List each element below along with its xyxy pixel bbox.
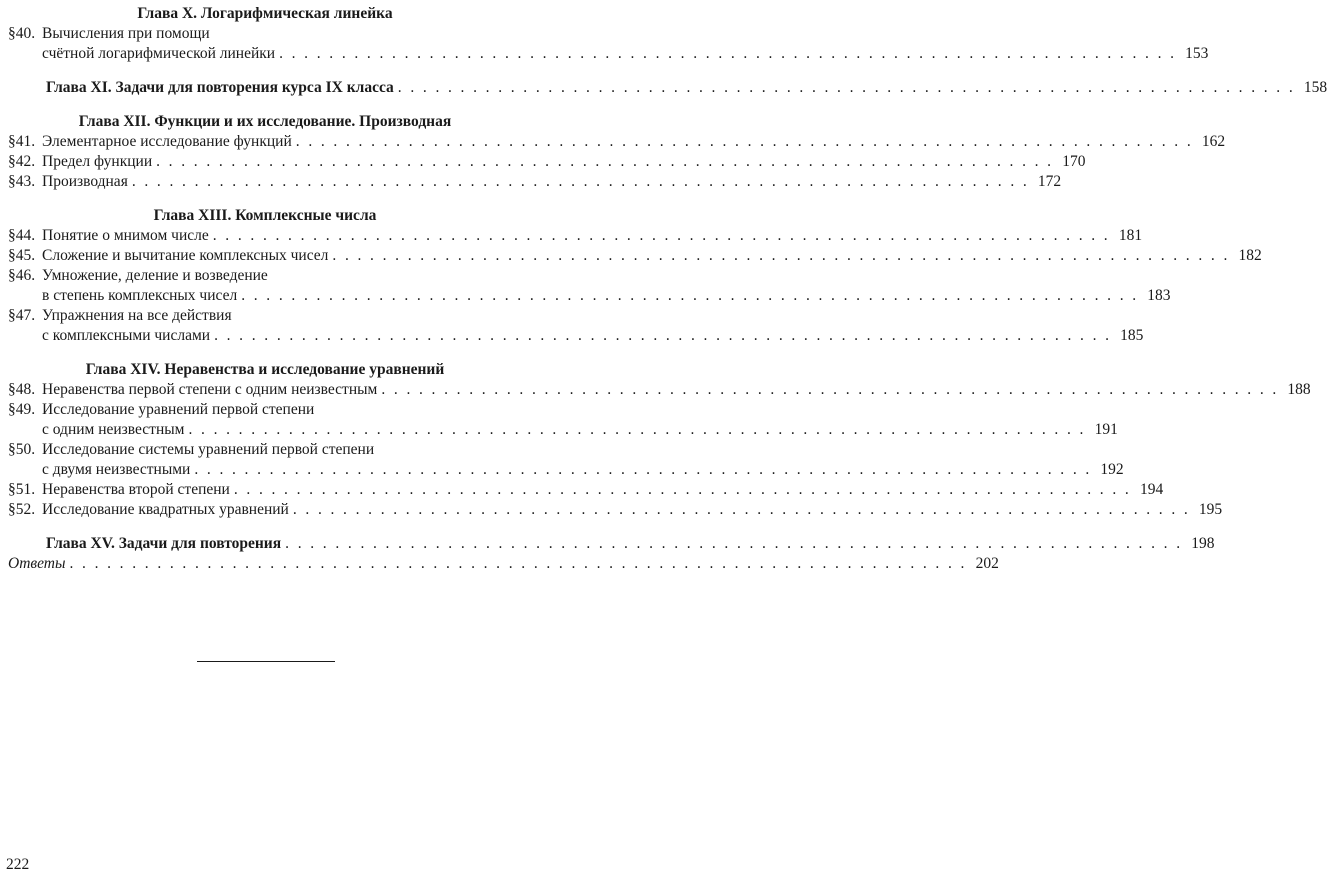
answers-title: Ответы bbox=[8, 555, 66, 572]
chapter-heading: Глава X. Логарифмическая линейка bbox=[137, 5, 393, 22]
entry-title: Элементарное исследование функций bbox=[42, 133, 292, 150]
leader-dots bbox=[65, 554, 966, 574]
page-number: 153 bbox=[1185, 45, 1209, 62]
chapter-heading: Глава XI. Задачи для повторения курса IX класса bbox=[46, 79, 394, 96]
leader-dots bbox=[292, 132, 1193, 152]
toc-entry[interactable] bbox=[8, 246, 1262, 266]
page-number: 191 bbox=[1094, 421, 1118, 438]
toc-entry[interactable] bbox=[8, 480, 1164, 500]
toc-entry[interactable] bbox=[8, 226, 1143, 246]
section-number: §42. bbox=[8, 153, 36, 170]
toc-entry[interactable] bbox=[8, 266, 1171, 306]
table-of-contents bbox=[8, 4, 1327, 574]
leader-dots bbox=[377, 380, 1278, 400]
entry-title: счётной логарифмической линейки bbox=[42, 45, 276, 62]
page-number: 172 bbox=[1037, 173, 1062, 190]
page-number: 195 bbox=[1198, 501, 1223, 518]
toc-chapter-entry[interactable] bbox=[8, 78, 1327, 98]
entry-title: Умножение, деление и возведение bbox=[42, 267, 268, 284]
toc-entry[interactable] bbox=[8, 172, 1062, 192]
entry-title: Вычисления при помощи bbox=[42, 25, 210, 42]
leader-dots bbox=[209, 226, 1110, 246]
section-number: §46. bbox=[8, 267, 36, 284]
leader-dots bbox=[281, 534, 1182, 554]
section-number: §52. bbox=[8, 501, 36, 518]
leader-dots bbox=[328, 246, 1229, 266]
chapter-heading: Глава XV. Задачи для повторения bbox=[46, 535, 282, 552]
section-number: §47. bbox=[8, 307, 36, 324]
toc-entry[interactable] bbox=[8, 24, 1209, 64]
toc-entry[interactable] bbox=[8, 500, 1223, 520]
toc-entry[interactable] bbox=[8, 400, 1118, 440]
chapter-heading: Глава XIII. Комплексные числа bbox=[153, 207, 377, 224]
page-number: 182 bbox=[1238, 247, 1262, 264]
page-number: 194 bbox=[1139, 481, 1164, 498]
entry-title: Неравенства второй степени bbox=[42, 481, 230, 498]
toc-chapter-entry[interactable] bbox=[8, 534, 1215, 554]
section-number: §40. bbox=[8, 25, 36, 42]
page-number: 202 bbox=[975, 555, 999, 572]
entry-title: Исследование уравнений первой степени bbox=[42, 401, 315, 418]
chapter-heading: Глава XIV. Неравенства и исследование уравнений bbox=[85, 361, 445, 378]
leader-dots bbox=[394, 78, 1295, 98]
section-number: §50. bbox=[8, 441, 36, 458]
closing-rule bbox=[197, 661, 335, 662]
section-number: §43. bbox=[8, 173, 36, 190]
chapter-heading: Глава XII. Функции и их исследование. Производная bbox=[78, 113, 452, 130]
leader-dots bbox=[230, 480, 1131, 500]
page-number: 198 bbox=[1191, 535, 1215, 552]
entry-title: с одним неизвестным bbox=[42, 421, 185, 438]
leader-dots bbox=[152, 152, 1053, 172]
entry-title: Предел функции bbox=[42, 153, 153, 170]
section-number: §51. bbox=[8, 481, 36, 498]
leader-dots bbox=[128, 172, 1029, 192]
page-number: 162 bbox=[1201, 133, 1226, 150]
page-number: 183 bbox=[1147, 287, 1171, 304]
entry-title: Исследование системы уравнений первой степени bbox=[42, 441, 375, 458]
entry-title: Неравенства первой степени с одним неизвестным bbox=[42, 381, 378, 398]
entry-title: с двумя неизвестными bbox=[42, 461, 191, 478]
page-number: 181 bbox=[1118, 227, 1143, 244]
section-number: §49. bbox=[8, 401, 36, 418]
page-number: 158 bbox=[1303, 79, 1327, 96]
toc-answers-entry[interactable] bbox=[8, 554, 999, 574]
leader-dots bbox=[289, 500, 1190, 520]
section-number: §45. bbox=[8, 247, 36, 264]
toc-entry[interactable] bbox=[8, 132, 1226, 152]
toc-entry[interactable] bbox=[8, 380, 1311, 400]
section-number: §44. bbox=[8, 227, 36, 244]
page-folio: 222 bbox=[6, 856, 30, 873]
entry-title: Понятие о мнимом числе bbox=[42, 227, 209, 244]
entry-title: Упражнения на все действия bbox=[42, 307, 232, 324]
page-number: 185 bbox=[1120, 327, 1144, 344]
leader-dots bbox=[275, 44, 1176, 64]
section-number: §41. bbox=[8, 133, 36, 150]
section-number: §48. bbox=[8, 381, 36, 398]
page-number: 170 bbox=[1062, 153, 1086, 170]
leader-dots bbox=[190, 460, 1091, 480]
page-number: 188 bbox=[1287, 381, 1311, 398]
leader-dots bbox=[210, 326, 1111, 346]
toc-entry[interactable] bbox=[8, 440, 1124, 480]
entry-title: Исследование квадратных уравнений bbox=[42, 501, 289, 518]
entry-title: Производная bbox=[42, 173, 128, 190]
entry-title: в степень комплексных чисел bbox=[42, 287, 238, 304]
page-number: 192 bbox=[1100, 461, 1124, 478]
leader-dots bbox=[237, 286, 1138, 306]
toc-entry[interactable] bbox=[8, 152, 1086, 172]
leader-dots bbox=[184, 420, 1085, 440]
entry-title: Сложение и вычитание комплексных чисел bbox=[42, 247, 329, 264]
toc-entry[interactable] bbox=[8, 306, 1144, 346]
entry-title: с комплексными числами bbox=[42, 327, 211, 344]
